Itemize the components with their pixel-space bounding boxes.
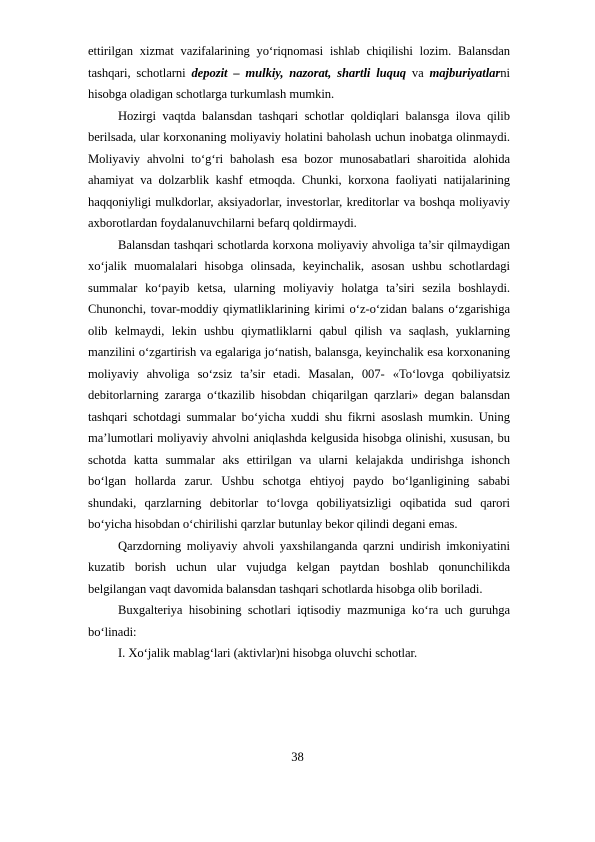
- paragraph-2: [88, 106, 510, 235]
- paragraph-text: I. Xo‘jalik mablag‘lari (aktivlar)ni hisobga oluvchi schotlar.: [118, 646, 418, 660]
- emphasized-term: majburiyatlar: [429, 65, 501, 80]
- emphasized-term: depozit – mulkiy, nazorat, shartli luquq: [191, 65, 407, 80]
- paragraph-6: [88, 643, 510, 665]
- paragraph-3: [88, 235, 510, 536]
- paragraph-4: [88, 536, 510, 601]
- paragraph-text: va: [406, 65, 430, 80]
- paragraph-1: [88, 41, 510, 106]
- paragraph-text: Qarzdorning moliyaviy ahvoli yaxshilanganda qarzni undirish imkoniyatini kuzatib borish uchun ular vujudga kelgan paytdan boshlab qonunchilikda belgilangan vaqt davomida balansdan tashqari schotlarda hisobga olib boriladi.: [88, 538, 510, 596]
- body-text: [88, 41, 510, 665]
- paragraph-5: [88, 600, 510, 643]
- paragraph-text: Balansdan tashqari schotlarda korxona moliyaviy ahvoliga ta’sir qilmaydigan xo‘jalik muomalalari hisobga olinsada, keyinchalik, asosan ushbu schotlardagi summalar ko‘payib ketsa, ularning moliyaviy holatga ta’siri sezila boshlaydi. Chunonchi, tovar-moddiy qiymatliklarining kirimi o‘z-o‘zidan balans o‘zgarishiga olib kelmaydi, lekin ushbu qiymatliklarni qabul qilish va saqlash, yuklarning manzilini o‘zgartirish va egalariga jo‘natish, balansga, keyinchalik esa korxonaning moliyaviy ahvoliga so‘zsiz ta’sir etadi. Masalan, 007- «To‘lovga qobiliyatsiz debitorlarning zararga o‘tkazilib hisobdan chiqarilgan qarzlari» degan balansdan tashqari schotdagi summalar bo‘yicha xuddi shu fikrni asoslash mumkin. Uning ma’lumotlari moliyaviy ahvolni aniqlashda kelgusida hisobga olinishi, xususan, bu schotda katta summalar aks ettirilgan va ularni kelajakda undirishga ishonch bo‘lgan hollarda zarur. Ushbu schotga ehtiyoj paydo bo‘lganligining sababi shundaki, qarzlarning debitorlar to‘lovga qobiliyatsizligi oqibatida sud qarori bo‘yicha hisobdan o‘chirilishi qarzlar butunlay bekor qilindi degani emas.: [88, 237, 510, 531]
- paragraph-text: ettirilgan xizmat vazifalarining yo‘riqnomasi ishlab chiqilishi lozim. Balansdan tashqari, schotlarni: [88, 44, 510, 80]
- page-number: 38: [291, 750, 304, 764]
- paragraph-text: Hozirgi vaqtda balansdan tashqari schotlar qoldiqlari balansga ilova qilib berilsada, ular korxonaning moliyaviy holatini baholash uchun inobatga olinmaydi. Moliyaviy ahvolni to‘g‘ri baholash esa bozor munosabatlari sharoitida alohida ahamiyat va dolzarblik kashf etmoqda. Chunki, korxona faoliyati natijalarining haqqoniyligi mulkdorlar, aksiyadorlar, investorlar, kreditorlar va boshqa moliyaviy axborotlardan foydalanuvchilarni befarq qoldirmaydi.: [88, 108, 510, 230]
- paragraph-text: Buxgalteriya hisobining schotlari iqtisodiy mazmuniga ko‘ra uch guruhga bo‘linadi:: [88, 603, 510, 639]
- paragraph-text: ni hisobga oladigan schotlarga turkumlash mumkin.: [88, 65, 510, 101]
